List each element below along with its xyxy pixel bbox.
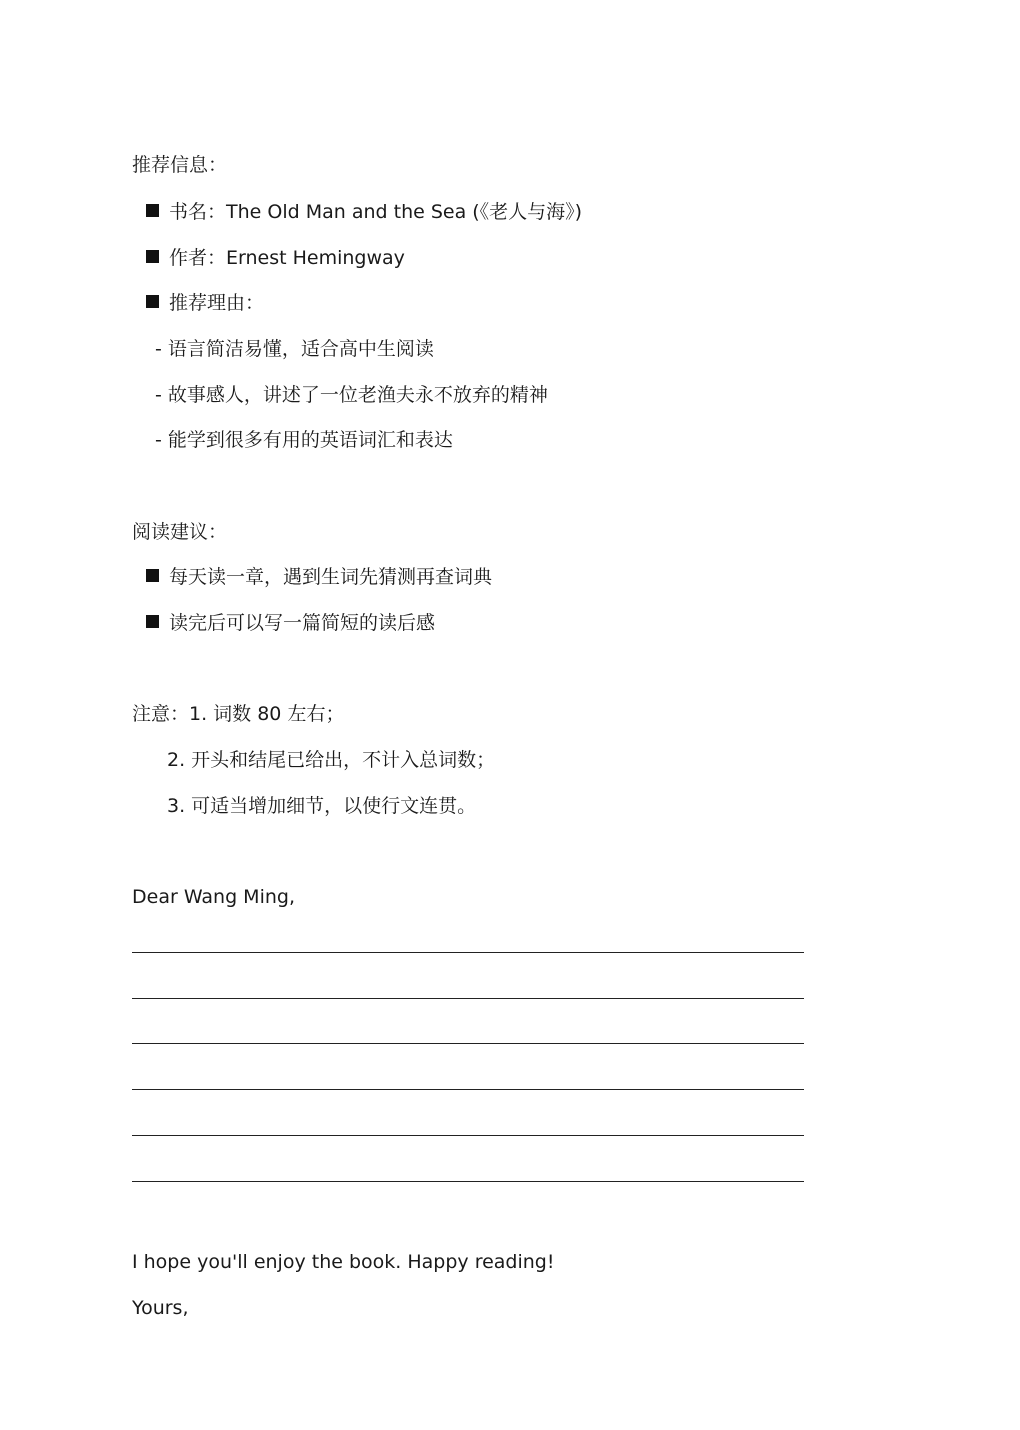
letter-greeting: Dear Wang Ming, — [132, 886, 295, 908]
advice-item-text: 每天读一章，遇到生词先猜测再查词典 — [169, 566, 493, 588]
reason-item: - 语言简洁易懂，适合高中生阅读 — [155, 338, 434, 360]
writing-blank-line[interactable] — [132, 1135, 804, 1136]
recommend-item-title — [146, 203, 582, 222]
recommend-item-text: 推荐理由： — [169, 292, 265, 314]
recommend-item-reasons — [146, 294, 264, 313]
writing-blank-line[interactable] — [132, 1043, 804, 1044]
notes-label: 注意： — [132, 703, 190, 725]
note-item: 1. 词数 80 左右； — [189, 703, 345, 725]
square-bullet-icon — [146, 615, 159, 628]
reason-item: - 能学到很多有用的英语词汇和表达 — [155, 429, 453, 451]
recommend-item-text: 书名：The Old Man and the Sea (《老人与海》) — [169, 201, 583, 223]
advice-item — [146, 614, 435, 633]
note-item: 2. 开头和结尾已给出，不计入总词数； — [167, 749, 496, 771]
square-bullet-icon — [146, 295, 159, 308]
note-item: 3. 可适当增加细节，以使行文连贯。 — [167, 795, 477, 817]
square-bullet-icon — [146, 204, 159, 217]
recommend-item-author — [146, 249, 405, 268]
recommend-item-text: 作者：Ernest Hemingway — [169, 247, 405, 269]
writing-blank-line[interactable] — [132, 952, 804, 953]
reason-item: - 故事感人，讲述了一位老渔夫永不放弃的精神 — [155, 384, 548, 406]
writing-blank-line[interactable] — [132, 998, 804, 999]
writing-blank-line[interactable] — [132, 1089, 804, 1090]
advice-item-text: 读完后可以写一篇简短的读后感 — [169, 612, 436, 634]
recommend-heading: 推荐信息： — [132, 154, 228, 176]
letter-signoff: Yours, — [132, 1297, 189, 1319]
advice-heading: 阅读建议： — [132, 521, 228, 543]
writing-blank-line[interactable] — [132, 1181, 804, 1182]
advice-item — [146, 568, 492, 587]
notes-first-line — [132, 705, 344, 724]
square-bullet-icon — [146, 569, 159, 582]
square-bullet-icon — [146, 250, 159, 263]
letter-closing-sentence: I hope you'll enjoy the book. Happy reading! — [132, 1251, 555, 1273]
